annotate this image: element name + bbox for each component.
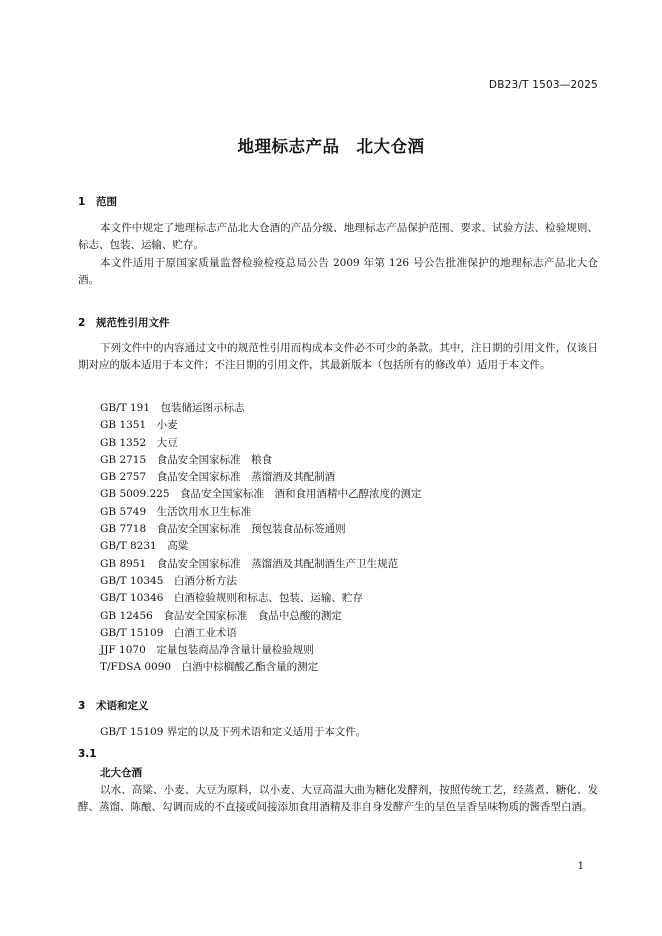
reference-item: T/FDSA 0090 白酒中棕榈酸乙酯含量的测定	[100, 661, 319, 674]
reference-item: GB 12456 食品安全国家标准 食品中总酸的测定	[100, 609, 342, 622]
term-definition: 以水、高粱、小麦、大豆为原料，以小麦、大豆高温大曲为糖化发酵剂，按照传统工艺，经蒸煮、糖化、发酵、蒸馏、陈酿、勾调而成的不直接或间接添加食用酒精及非自身发酵产生的呈色呈香呈味物质的酱香型白酒。	[78, 784, 598, 814]
section-number: 1	[78, 196, 86, 208]
section-title: 术语和定义	[96, 700, 149, 712]
reference-item: GB 2715 食品安全国家标准 粮食	[100, 453, 273, 466]
reference-item: JJF 1070 定量包装商品净含量计量检验规则	[100, 644, 314, 657]
terms-intro-paragraph: GB/T 15109 界定的以及下列术语和定义适用于本文件。	[100, 726, 367, 738]
section-title: 规范性引用文件	[96, 317, 170, 329]
reference-item: GB/T 10346 白酒检验规则和标志、包装、运输、贮存	[100, 592, 363, 605]
scope-paragraph-1: 本文件中规定了地理标志产品北大仓酒的产品分级、地理标志产品保护范围、要求、试验方法、检验规则、标志、包装、运输、贮存。	[78, 222, 598, 252]
section-number: 3	[78, 700, 86, 712]
reference-item: GB/T 191 包装储运图示标志	[100, 402, 245, 414]
reference-item: GB 2757 食品安全国家标准 蒸馏酒及其配制酒	[100, 471, 336, 484]
section-heading-terms	[78, 698, 149, 713]
document-title: 地理标志产品 北大仓酒	[237, 137, 425, 156]
scope-paragraph-2: 本文件适用于原国家质量监督检验检疫总局公告 2009 年第 126 号公告批准保护的地理标志产品北大仓酒。	[78, 257, 598, 287]
reference-item: GB 1352 大豆	[100, 436, 178, 449]
section-heading-normative	[78, 315, 170, 330]
section-number: 2	[78, 317, 86, 329]
reference-item: GB/T 10345 白酒分析方法	[100, 574, 237, 587]
reference-item: GB 7718 食品安全国家标准 预包装食品标签通则	[100, 523, 346, 536]
term-number: 3.1	[78, 748, 97, 760]
normative-reference-list	[100, 400, 422, 677]
normative-intro-paragraph: 下列文件中的内容通过文中的规范性引用而构成本文件必不可少的条款。其中，注日期的引用文件，仅该日期对应的版本适用于本文件；不注日期的引用文件，其最新版本（包括所有的修改单）适用于本文件。	[78, 342, 598, 372]
reference-item: GB 5009.225 食品安全国家标准 酒和食用酒精中乙醇浓度的测定	[100, 488, 422, 501]
reference-item: GB/T 15109 白酒工业术语	[100, 626, 237, 639]
page-number: 1	[577, 861, 584, 872]
reference-item: GB 8951 食品安全国家标准 蒸馏酒及其配制酒生产卫生规范	[100, 557, 399, 570]
section-title: 范围	[96, 196, 117, 208]
document-code: DB23/T 1503—2025	[488, 79, 598, 91]
reference-item: GB 5749 生活饮用水卫生标准	[100, 505, 252, 518]
term-name: 北大仓酒	[100, 767, 142, 779]
section-heading-scope	[78, 194, 117, 209]
reference-item: GB 1351 小麦	[100, 419, 178, 432]
reference-item: GB/T 8231 高粱	[100, 540, 189, 553]
